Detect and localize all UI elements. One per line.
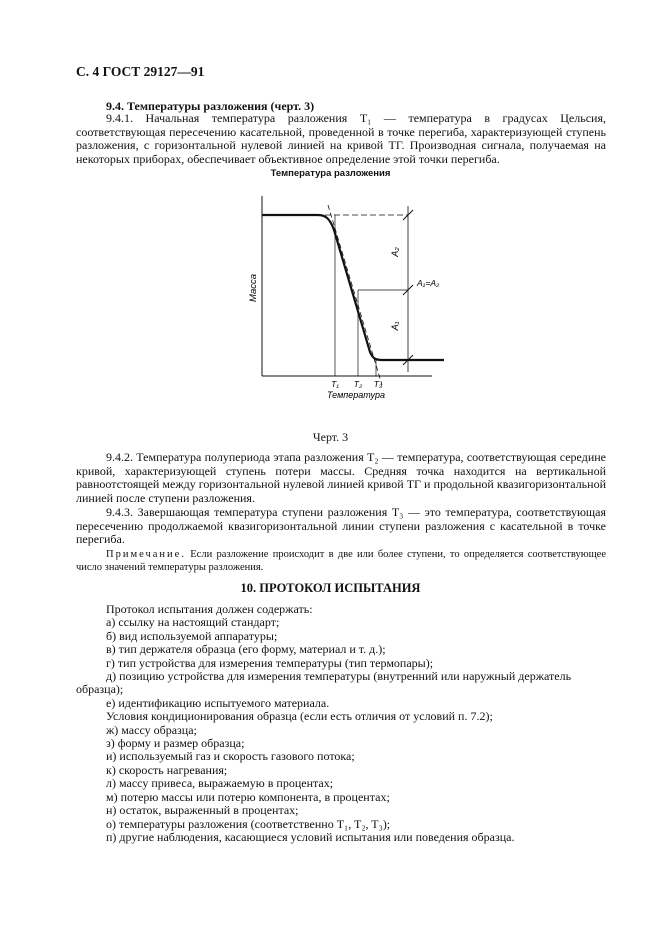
list-item: ж) массу образца; [106,722,197,737]
list-item: г) тип устройства для измерения температуры (тип термопары); [106,655,434,670]
conditioning-line: Условия кондиционирования образца (если есть отличия от условий п. 7.2); [106,709,493,724]
list-item: к) скорость нагревания; [106,762,228,777]
protocol-list [76,603,616,844]
note [76,548,606,574]
list-item: л) массу привеса, выражаемую в процентах; [106,776,334,791]
label-t1: T₁ [331,379,339,389]
section-10-title: 10. ПРОТОКОЛ ИСПЫТАНИЯ [240,581,421,595]
note-text: Если разложение происходит в две или более ступени, то определяется соответствующее число значений температуры разложения. [76,549,606,573]
list-item: м) потерю массы или потерю компонента, в процентах; [106,789,390,804]
label-a2: A₂ [390,247,400,257]
y-axis-label: Масса [248,273,259,303]
figure-title: Температура разложения [270,168,391,179]
section-9-4-heading: 9.4. Температуры разложения (черт. 3) [106,99,315,113]
figure-caption: Черт. 3 [312,430,349,444]
paragraph-9-4-2: 9.4.2. Температура полупериода этапа разложения T₂ — температура, соответствующая середине кривой, характеризующей ступень потери массы. Средняя точка находится на вертикальной равноотстоящей между горизонтальной нулевой линией кривой ТГ и продольной квазигоризонтальной линией после ступени разложения. [76,450,606,505]
list-item: и) используемый газ и скорость газового потока; [106,749,355,764]
label-t2: T₂ [353,379,363,389]
paragraph-9-4-3: 9.4.3. Завершающая температура ступени разложения T₃ — это температура, соответствующая пересечению продолжаемой квазигоризонтальной линии ступени разложения с касательной в точке перегиба. [76,505,606,547]
note-label: Примечание. [106,549,186,560]
list-item: б) вид используемой аппаратуры; [106,628,278,643]
list-item: з) форму и размер образца; [106,736,245,751]
page-header: С. 4 ГОСТ 29127—91 [76,64,205,79]
label-t3: T₃ [373,379,383,389]
list-item: н) остаток, выраженный в процентах; [106,803,299,818]
list-item: д) позицию устройства для измерения температуры (внутренний или наружный держатель образца); [76,669,572,697]
paragraph-9-4-1: 9.4.1. Начальная температура разложения T₁ — температура в градусах Цельсия, соответствующая пересечению касательной, проведенной в точке перегиба, характеризующей ступень разложения, с горизонтальной нулевой линией на кривой ТГ. Производная сигнала, получаемая на некоторых приборах, обеспечивает объективное определение этой точки перегиба. [76,111,606,166]
list-item: о) температуры разложения (соответственно T₁, T₂, T₃); [106,816,391,831]
protocol-intro: Протокол испытания должен содержать: [106,602,313,616]
list-item: в) тип держателя образца (его форму, материал и т. д.); [106,642,386,657]
label-a-equal: A₁=A₂ [417,278,440,288]
label-a1: A₁ [390,321,400,331]
list-item: е) идентификацию испытуемого материала. [106,695,330,710]
figure-title-wrap [0,168,661,179]
list-item: а) ссылку на настоящий стандарт; [106,615,280,630]
tg-curve-figure [220,180,460,405]
list-item: п) другие наблюдения, касающиеся условий испытания или поведения образца. [106,829,515,844]
x-axis-label: Температура [326,390,386,400]
